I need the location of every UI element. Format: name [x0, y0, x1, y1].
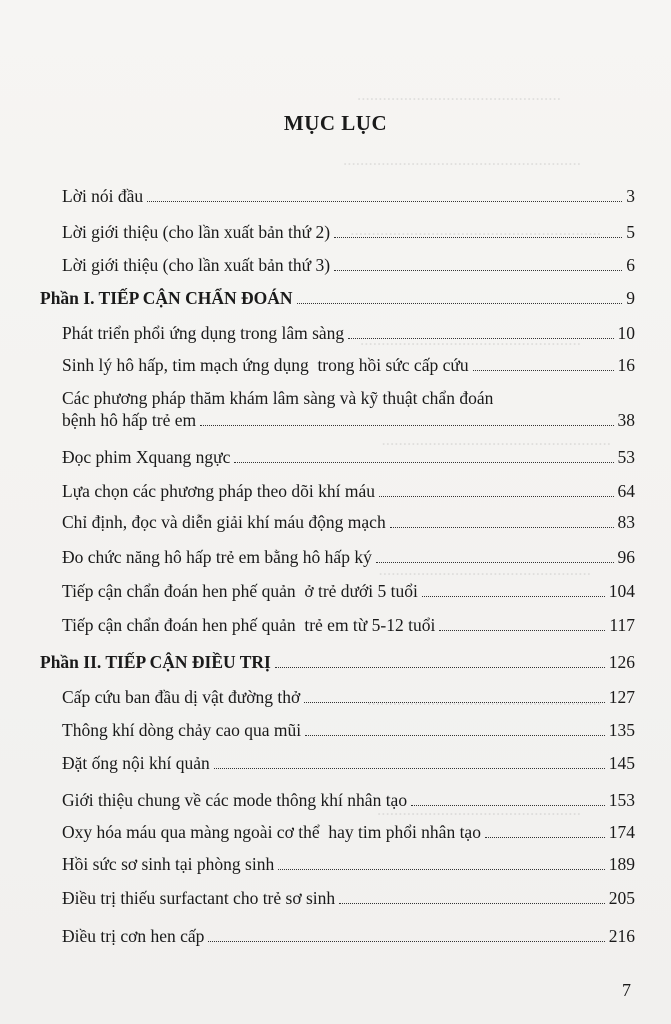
dot-leader: [147, 200, 622, 202]
dot-leader: [439, 629, 605, 631]
toc-entry-label: Lời giới thiệu (cho lần xuất bản thứ 2): [62, 222, 331, 242]
toc-entry-label: Điều trị cơn hen cấp: [62, 926, 205, 946]
dot-leader: [305, 734, 605, 736]
toc-entry: [62, 480, 635, 502]
toc-entry: [62, 925, 635, 947]
toc-entry: [62, 511, 635, 533]
toc-entry-page: 9: [626, 288, 635, 308]
dot-leader: [214, 767, 605, 769]
toc-entry-page: 10: [617, 323, 635, 343]
toc-entry: [62, 853, 635, 875]
toc-entry: [62, 409, 635, 431]
toc-entry-page: 6: [626, 255, 635, 275]
toc-part-1: [40, 287, 635, 309]
toc-entry-label: Thông khí dòng chảy cao qua mũi: [62, 720, 302, 740]
toc-entry: [62, 686, 635, 708]
dot-leader: [339, 902, 605, 904]
toc-entry: [62, 322, 635, 344]
toc-entry-page: 145: [608, 753, 635, 773]
dot-leader: [297, 302, 623, 304]
toc-entry-page: 53: [617, 447, 635, 467]
toc-entry-page: 5: [626, 222, 635, 242]
dot-leader: [334, 236, 622, 238]
toc-entry: [62, 546, 635, 568]
dot-leader: [275, 666, 605, 668]
dot-leader: [334, 269, 622, 271]
dot-leader: [208, 940, 604, 942]
toc-entry-label: Hồi sức sơ sinh tại phòng sinh: [62, 854, 275, 874]
toc-entry-page: 126: [608, 652, 635, 672]
toc-entry-label: Điều trị thiếu surfactant cho trẻ sơ sinh: [62, 888, 336, 908]
dot-leader: [234, 461, 613, 463]
dot-leader: [376, 561, 614, 563]
toc-entry-page: 104: [608, 581, 635, 601]
toc-entry-page: 117: [609, 615, 635, 635]
toc-entry-page: 3: [626, 186, 635, 206]
dot-leader: [379, 495, 613, 497]
dot-leader: [390, 526, 614, 528]
dot-leader: [485, 836, 605, 838]
toc-part-label: Phần II. TIẾP CẬN ĐIỀU TRỊ: [40, 652, 271, 672]
toc-entry-page: 135: [608, 720, 635, 740]
dot-leader: [473, 369, 614, 371]
dot-leader: [278, 868, 605, 870]
toc-entry-label: Oxy hóa máu qua màng ngoài cơ thể hay tim phổi nhân tạo: [62, 822, 481, 842]
toc-part-2: [40, 651, 635, 673]
toc-entry-label: Đọc phim Xquang ngực: [62, 447, 231, 467]
toc-entry-intro-2: [62, 221, 635, 243]
toc-entry: [62, 789, 635, 811]
toc-entry-page: 189: [608, 854, 635, 874]
toc-entry-label: bệnh hô hấp trẻ em: [62, 410, 197, 430]
toc-entry-page: 83: [617, 512, 635, 532]
toc-entry: [62, 580, 635, 602]
toc-entry-label: Giới thiệu chung về các mode thông khí nhân tạo: [62, 790, 408, 810]
toc-entry: [62, 752, 635, 774]
toc-entry-page: 127: [608, 687, 635, 707]
toc-entry-page: 153: [608, 790, 635, 810]
toc-entry: [62, 446, 635, 468]
toc-entry-page: 16: [617, 355, 635, 375]
toc-entry-label: Đo chức năng hô hấp trẻ em bằng hô hấp ký: [62, 547, 372, 567]
toc-entry: [62, 719, 635, 741]
toc-entry-label: Tiếp cận chẩn đoán hen phế quản trẻ em từ 5-12 tuổi: [62, 615, 436, 635]
show-through-background: ................................................ ........................................................ ........................................................... .................................................... ...................................................... .................................................. ....................................................... ................................................: [343, 85, 611, 819]
toc-entry-page: 64: [617, 481, 635, 501]
toc-entry-label: Lựa chọn các phương pháp theo dõi khí máu: [62, 481, 376, 501]
toc-entry: [62, 887, 635, 909]
toc-entry-label: Lời giới thiệu (cho lần xuất bản thứ 3): [62, 255, 331, 275]
toc-entry-page: 216: [608, 926, 635, 946]
dot-leader: [348, 337, 613, 339]
toc-entry-label: Đặt ống nội khí quản: [62, 753, 210, 773]
toc-entry-page: 96: [617, 547, 635, 567]
toc-entry: [62, 821, 635, 843]
toc-part-label: Phần I. TIẾP CẬN CHẨN ĐOÁN: [40, 288, 293, 308]
toc-entry-label: Tiếp cận chẩn đoán hen phế quản ở trẻ dưới 5 tuổi: [62, 581, 418, 601]
dot-leader: [422, 595, 605, 597]
toc-entry-label: Chỉ định, đọc và diễn giải khí máu động mạch: [62, 512, 386, 532]
toc-entry-line1: Các phương pháp thăm khám lâm sàng và kỹ thuật chẩn đoán: [62, 388, 494, 408]
toc-entry-page: 38: [617, 410, 635, 430]
toc-entry-label: Sinh lý hô hấp, tim mạch ứng dụng trong hồi sức cấp cứu: [62, 355, 469, 375]
toc-entry-page: 205: [608, 888, 635, 908]
toc-entry-label: Phát triển phổi ứng dụng trong lâm sàng: [62, 323, 345, 343]
page-title: MỤC LỤC: [283, 111, 388, 135]
toc-entry-intro-3: [62, 254, 635, 276]
dot-leader: [411, 804, 605, 806]
toc-entry-page: 174: [608, 822, 635, 842]
toc-entry-preface: [62, 185, 635, 207]
page-number: 7: [622, 980, 631, 1000]
toc-entry-label: Lời nói đầu: [62, 186, 144, 206]
toc-entry: [62, 354, 635, 376]
toc-entry: [62, 614, 635, 636]
dot-leader: [200, 424, 613, 426]
dot-leader: [304, 701, 605, 703]
toc-entry-label: Cấp cứu ban đầu dị vật đường thở: [62, 687, 301, 707]
